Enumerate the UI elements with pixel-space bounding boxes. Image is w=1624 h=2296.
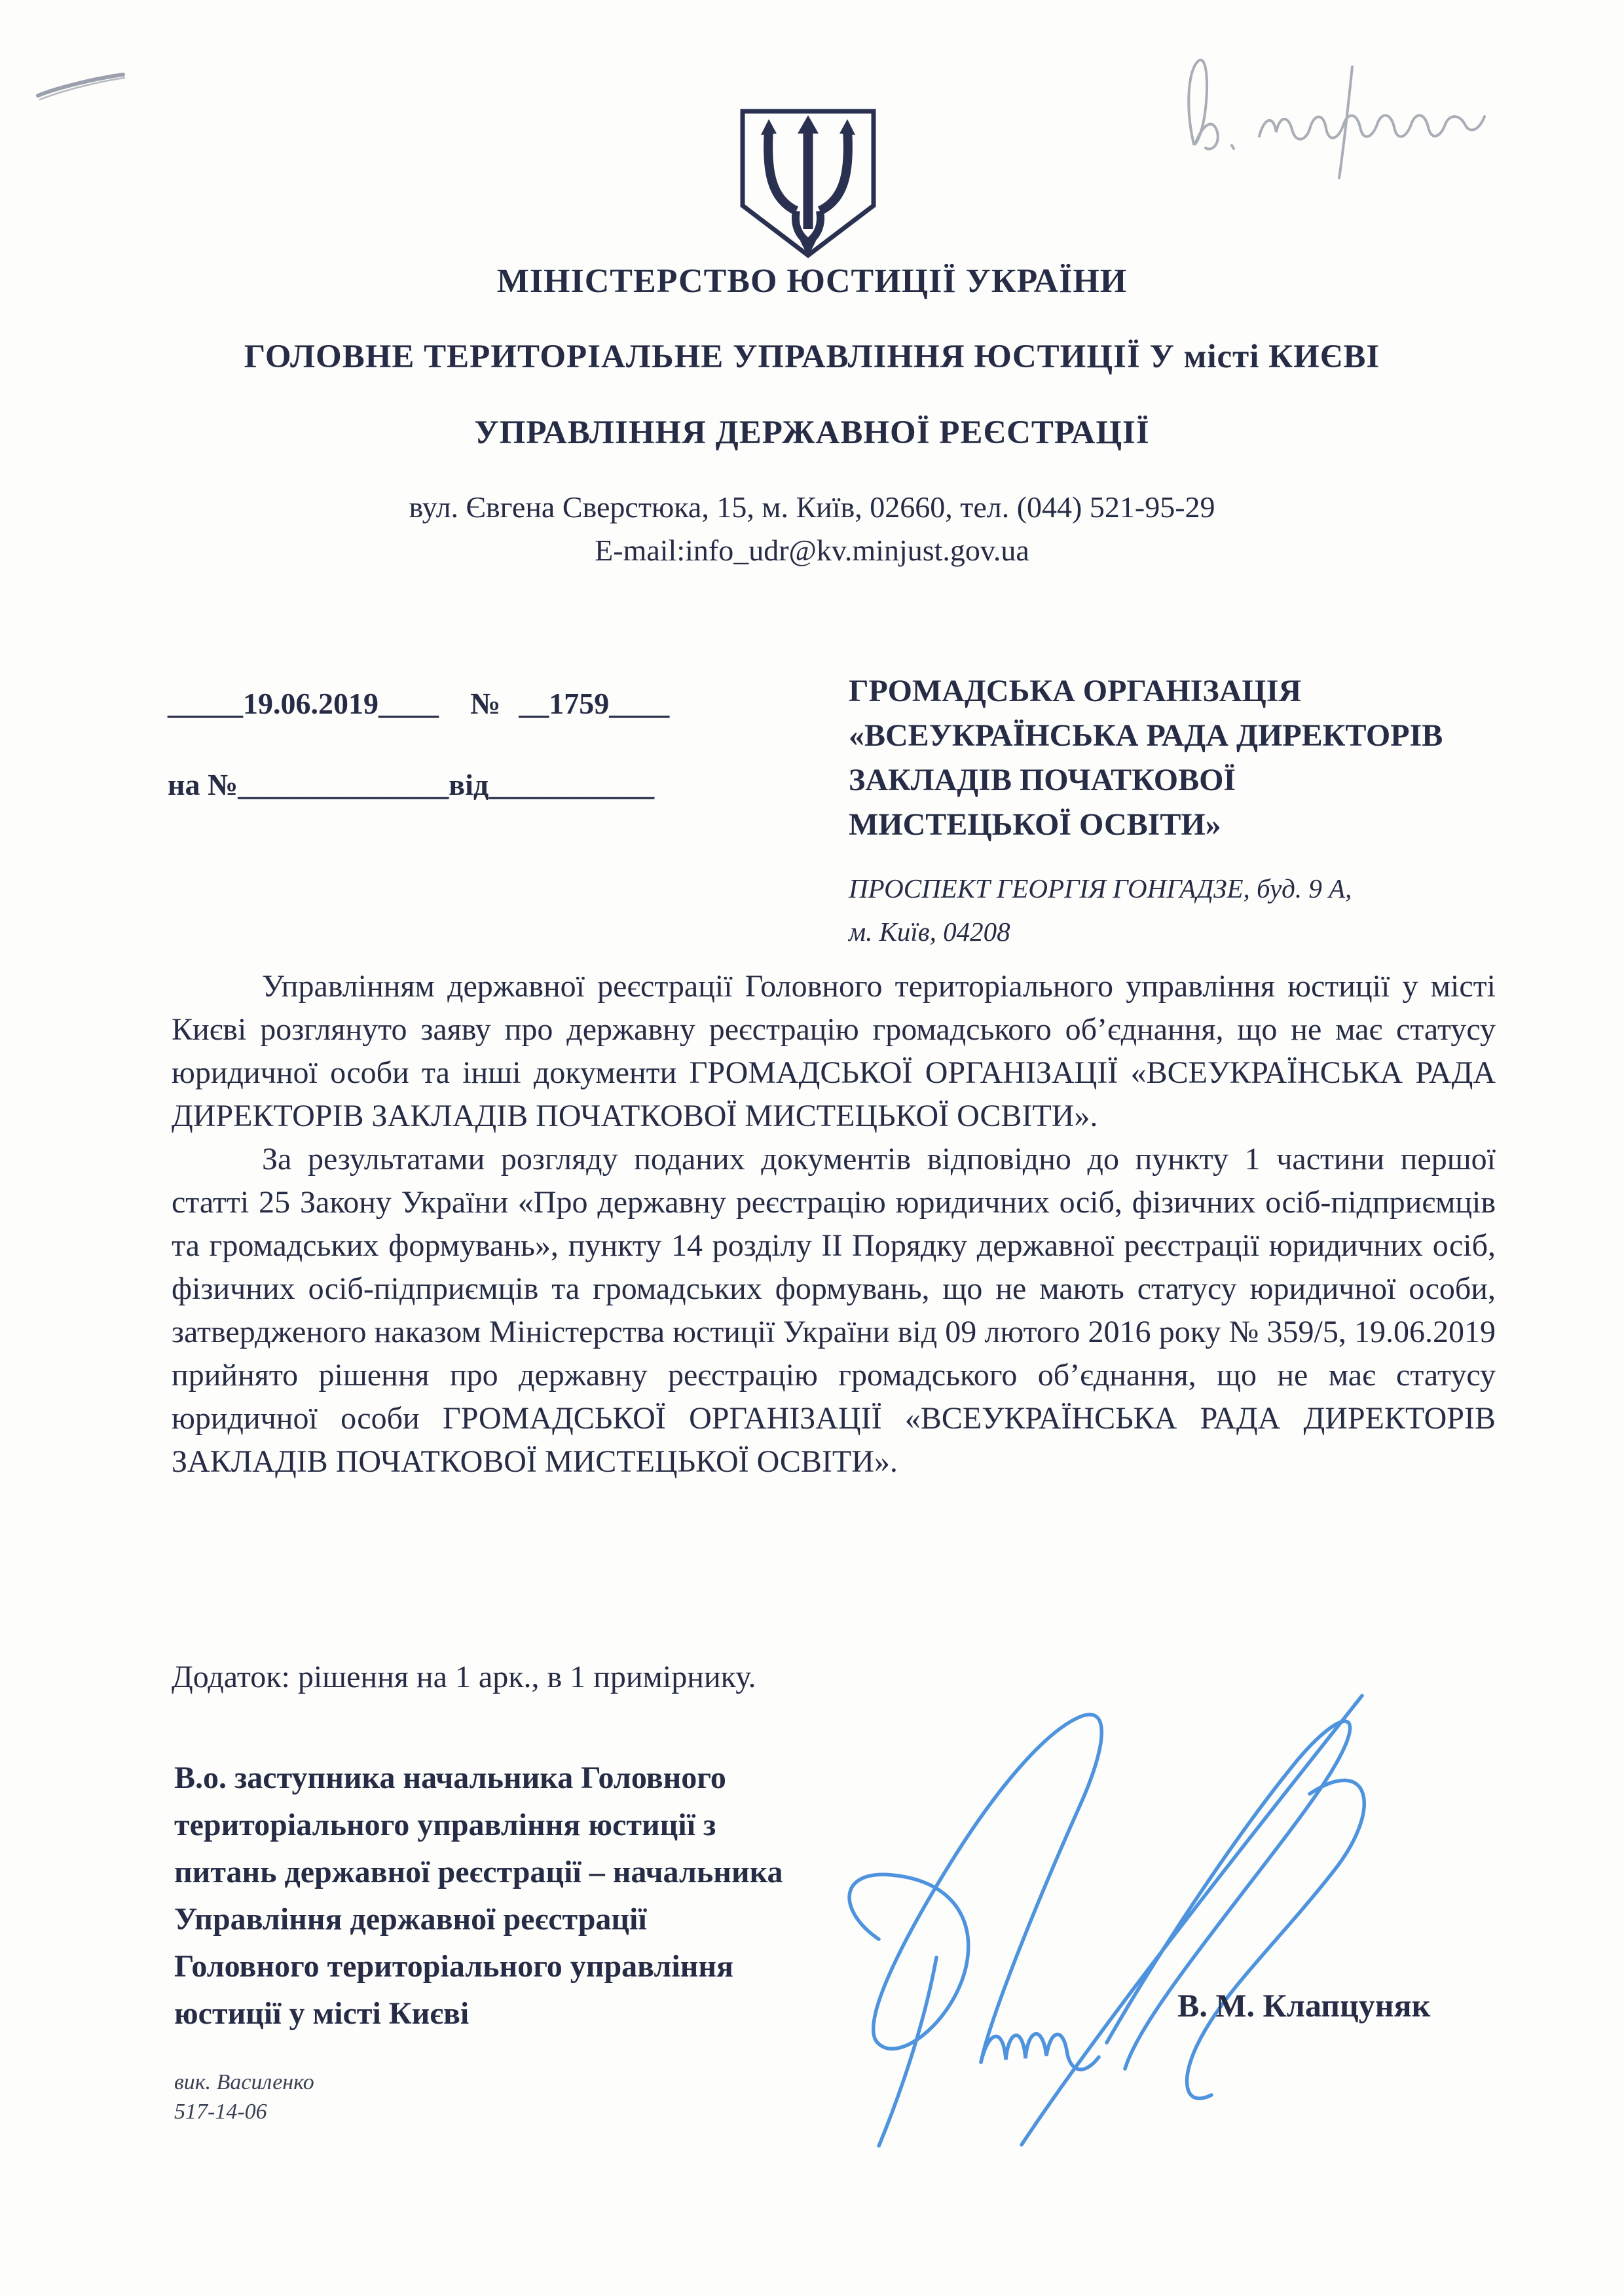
recipient-name-line: «ВСЕУКРАЇНСЬКА РАДА ДИРЕКТОРІВ xyxy=(849,718,1443,753)
org-email: E-mail:info_udr@kv.minjust.gov.ua xyxy=(595,534,1029,567)
signatory-title-line: юстиції у місті Києві xyxy=(174,1996,470,2031)
signatory-title-line: Управління державної реєстрації xyxy=(174,1902,647,1937)
ukraine-trident-emblem-icon xyxy=(728,103,888,263)
pen-signature xyxy=(740,1676,1382,2147)
recipient-name-line: МИСТЕЦЬКОЇ ОСВІТИ» xyxy=(849,807,1221,842)
handwritten-note xyxy=(1149,33,1516,183)
reply-number-label: на № xyxy=(168,768,238,801)
reply-from-underline: ___________ xyxy=(489,768,655,801)
signatory-title-line: Головного територіального управління xyxy=(174,1949,733,1984)
recipient-block xyxy=(849,669,1543,953)
signatory-title-line: питань державної реєстрації – начальника xyxy=(174,1855,783,1889)
corner-pen-dash xyxy=(26,60,138,113)
org-address: вул. Євгена Сверстюка, 15, м. Київ, 02660, тел. (044) 521-95-29 xyxy=(409,490,1215,524)
letter-number: __1759____ xyxy=(519,687,670,720)
directorate-title: ГОЛОВНЕ ТЕРИТОРІАЛЬНЕ УПРАВЛІННЯ ЮСТИЦІЇ У місті КИЄВІ xyxy=(244,338,1380,375)
reply-reference-line xyxy=(168,767,654,802)
number-sign: № xyxy=(470,687,501,720)
letter-body xyxy=(172,965,1496,1484)
executor-phone: 517-14-06 xyxy=(174,2100,267,2124)
ministry-title: МІНІСТЕРСТВО ЮСТИЦІЇ УКРАЇНИ xyxy=(496,263,1128,300)
recipient-address-city: м. Київ, 04208 xyxy=(849,917,1010,947)
attachment-note: Додаток: рішення на 1 арк., в 1 примірнику. xyxy=(172,1660,756,1694)
division-title: УПРАВЛІННЯ ДЕРЖАВНОЇ РЕЄСТРАЦІЇ xyxy=(474,414,1150,451)
signatory-title-line: територіального управління юстиції з xyxy=(174,1808,716,1842)
recipient-name-line: ЗАКЛАДІВ ПОЧАТКОВОЇ xyxy=(849,763,1236,797)
signatory-title-block xyxy=(174,1755,783,2037)
letter-date: _____19.06.2019____ xyxy=(168,687,439,720)
signatory-name: В. М. Клапцуняк xyxy=(1177,1987,1431,2024)
signatory-title-line: В.о. заступника начальника Головного xyxy=(174,1760,726,1795)
body-paragraph-1: Управлінням державної реєстрації Головного територіального управління юстиції у місті Києві розглянуто заяву про державну реєстрацію громадського об’єднання, що не має статусу юридичної особи та інші документи ГРОМАДСЬКОЇ ОРГАНІЗАЦІЇ «ВСЕУКРАЇНСЬКА РАДА ДИРЕКТОРІВ ЗАКЛАДІВ ПОЧАТКОВОЇ МИСТЕЦЬКОЇ ОСВІТИ». xyxy=(172,969,1496,1133)
reply-number-underline: ______________ xyxy=(238,768,449,801)
recipient-address-street: ПРОСПЕКТ ГЕОРГІЯ ГОНГАДЗЕ, буд. 9 А, xyxy=(849,873,1352,903)
executor-name: вик. Василенко xyxy=(174,2070,314,2094)
executor-block xyxy=(174,2068,314,2126)
reply-from-label: від xyxy=(449,768,489,801)
reference-line xyxy=(168,686,669,721)
recipient-name-line: ГРОМАДСЬКА ОРГАНІЗАЦІЯ xyxy=(849,674,1302,708)
body-paragraph-2: За результатами розгляду поданих документів відповідно до пункту 1 частини першої статті 25 Закону України «Про державну реєстрацію юридичних осіб, фізичних осіб-підприємців та громадських формувань», пункту 14 розділу II Порядку державної реєстрації юридичних осіб, фізичних осіб-підприємців та громадських формувань, що не мають статусу юридичної особи, затвердженого наказом Міністерства юстиції України від 09 лютого 2016 року № 359/5, 19.06.2019 прийнято рішення про державну реєстрацію громадського об’єднання, що не має статусу юридичної особи ГРОМАДСЬКОЇ ОРГАНІЗАЦІЇ «ВСЕУКРАЇНСЬКА РАДА ДИРЕКТОРІВ ЗАКЛАДІВ ПОЧАТКОВОЇ МИСТЕЦЬКОЇ ОСВІТИ». xyxy=(172,1142,1496,1479)
